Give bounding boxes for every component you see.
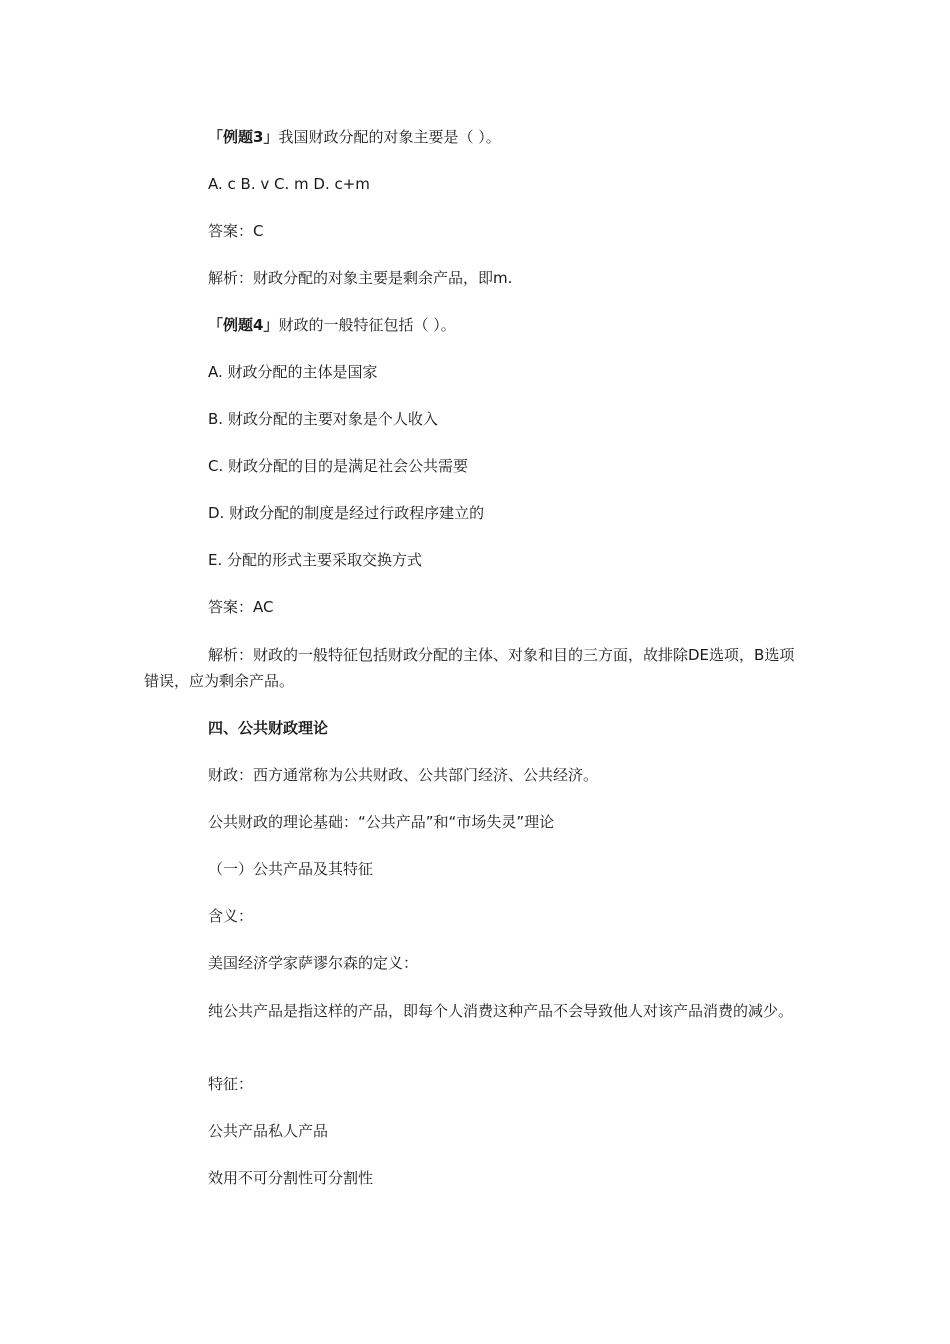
example4-option-d: D. 财政分配的制度是经过行政程序建立的 — [208, 504, 485, 522]
example3-answer: 答案：C — [208, 222, 264, 240]
example4-question-text: 财政的一般特征包括（ ）。 — [278, 316, 456, 334]
features-label: 特征： — [208, 1075, 254, 1093]
pure-public-good-definition: 纯公共产品是指这样的产品，即每个人消费这种产品不会导致他人对该产品消费的减少。 — [208, 1002, 794, 1020]
meaning-label: 含义： — [208, 907, 254, 925]
example3-label: 「例题3」 — [208, 128, 279, 146]
theory-basis: 公共财政的理论基础：“公共产品”和“市场失灵”理论 — [208, 813, 555, 831]
example4-label: 「例题4」 — [208, 316, 279, 334]
example3-question — [144, 124, 808, 150]
example3-question-text: 我国财政分配的对象主要是（ ）。 — [278, 128, 501, 146]
example4-analysis: 解析：财政的一般特征包括财政分配的主体、对象和目的三方面，故排除DE选项，B选项错误，应为剩余产品。 — [144, 646, 795, 690]
example4-option-e: E. 分配的形式主要采取交换方式 — [208, 551, 423, 569]
example3-analysis: 解析：财政分配的对象主要是剩余产品，即m. — [208, 269, 513, 287]
samuelson-definition-intro: 美国经济学家萨谬尔森的定义： — [208, 954, 419, 972]
section4-heading: 四、公共财政理论 — [208, 719, 329, 737]
example4-question — [144, 312, 808, 338]
example3-options: A. c B. v C. m D. c+m — [208, 175, 370, 193]
comparison-header: 公共产品私人产品 — [208, 1122, 329, 1140]
example4-option-b: B. 财政分配的主要对象是个人收入 — [208, 410, 438, 428]
finance-definition: 财政：西方通常称为公共财政、公共部门经济、公共经济。 — [208, 766, 599, 784]
subsection-1: （一）公共产品及其特征 — [208, 860, 374, 878]
comparison-row-1: 效用不可分割性可分割性 — [208, 1169, 374, 1187]
example4-answer: 答案：AC — [208, 598, 274, 616]
example4-option-c: C. 财政分配的目的是满足社会公共需要 — [208, 457, 469, 475]
example4-option-a: A. 财政分配的主体是国家 — [208, 363, 378, 381]
